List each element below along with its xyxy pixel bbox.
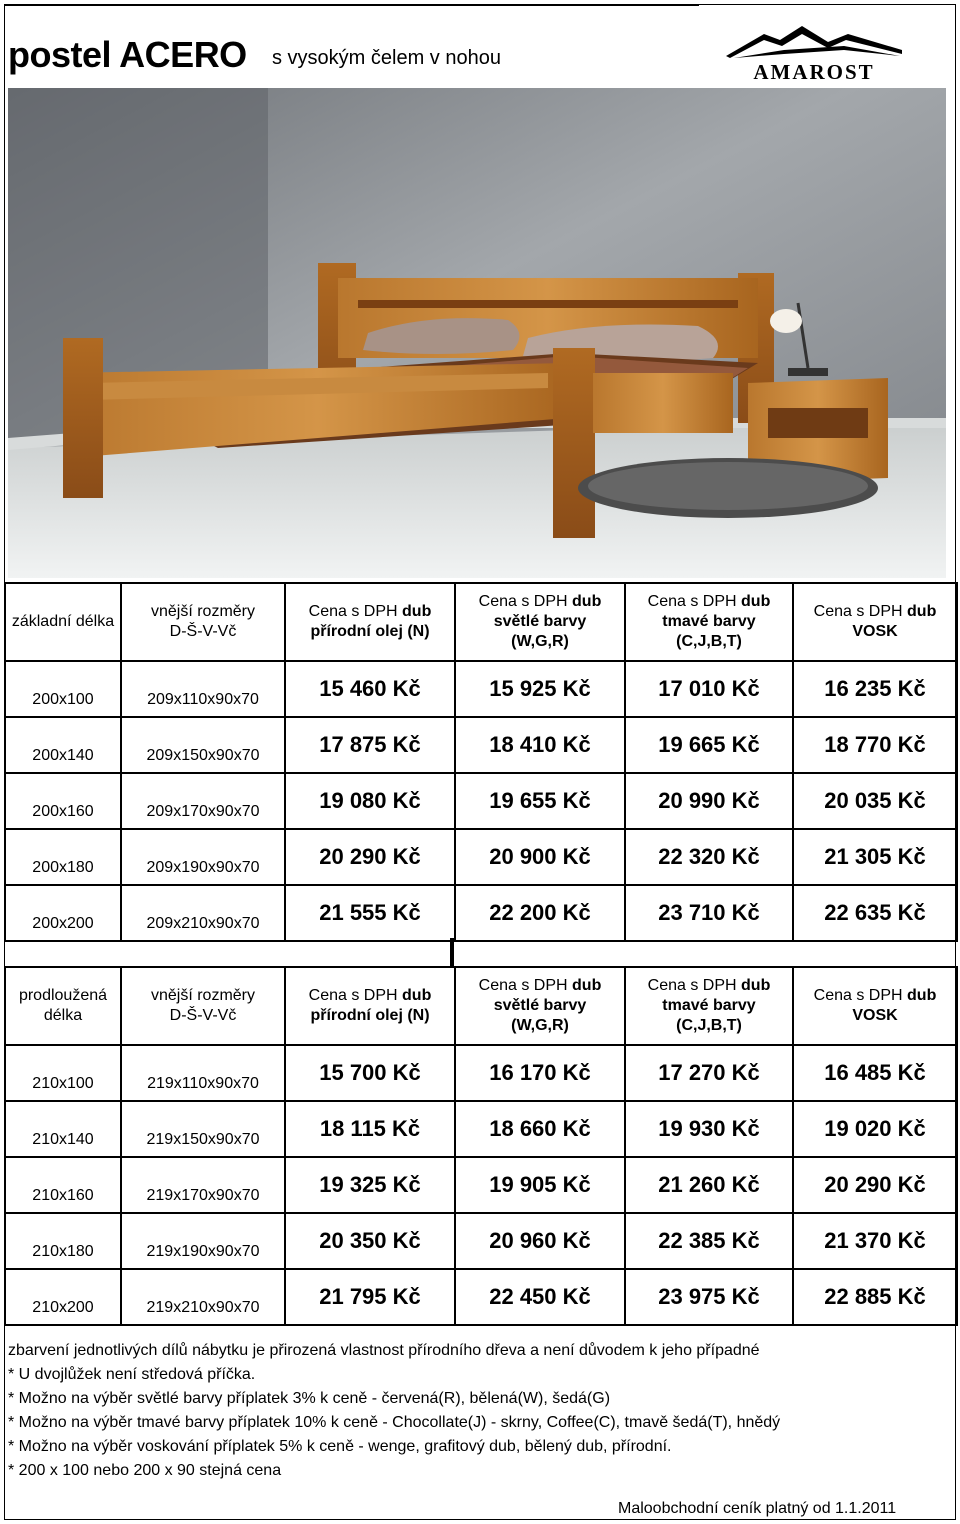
price-wax: 21 370 Kč — [793, 1213, 957, 1269]
price-dark: 23 975 Kč — [625, 1269, 793, 1325]
validity-note: Maloobchodní ceník platný od 1.1.2011 — [618, 1500, 897, 1517]
header-price-natural-oil — [285, 967, 455, 1045]
header-col4-b: dub — [907, 603, 937, 620]
header-dims-line1: vnější rozměry — [150, 603, 256, 620]
header-col2-c: světlé barvy — [493, 997, 587, 1014]
bed-image — [8, 88, 946, 578]
header-col1-c: přírodní olej (N) — [310, 1007, 430, 1024]
price-natural-oil: 21 555 Kč — [285, 885, 455, 941]
price-light: 18 410 Kč — [455, 717, 625, 773]
header-col3-d: (C,J,B,T) — [676, 633, 742, 650]
price-natural-oil: 21 795 Kč — [285, 1269, 455, 1325]
price-light: 16 170 Kč — [455, 1045, 625, 1101]
logo-text: AMAROST — [753, 60, 875, 84]
table-row — [5, 773, 957, 829]
price-dark: 23 710 Kč — [625, 885, 793, 941]
price-light: 20 900 Kč — [455, 829, 625, 885]
amarost-logo — [724, 20, 904, 82]
header-col4-b: dub — [907, 987, 937, 1004]
row-size: 210x180 — [5, 1213, 121, 1269]
table-row — [5, 1101, 957, 1157]
header-col3-a: Cena s DPH — [647, 593, 742, 610]
price-dark: 19 930 Kč — [625, 1101, 793, 1157]
table-row — [5, 829, 957, 885]
price-dark: 19 665 Kč — [625, 717, 793, 773]
header-col4-c: VOSK — [852, 1007, 898, 1024]
header-col4-a: Cena s DPH — [813, 987, 908, 1004]
table-row — [5, 885, 957, 941]
table-row — [5, 1269, 957, 1325]
price-dark: 20 990 Kč — [625, 773, 793, 829]
price-dark: 22 385 Kč — [625, 1213, 793, 1269]
header-col3-c: tmavé barvy — [662, 997, 756, 1014]
header-col1-a: Cena s DPH — [308, 987, 403, 1004]
header-length — [5, 967, 121, 1045]
header-length-label: prodloužená délka — [18, 987, 108, 1024]
price-natural-oil: 18 115 Kč — [285, 1101, 455, 1157]
row-dims: 209x170x90x70 — [121, 773, 285, 829]
page-title: postel ACERO — [8, 34, 247, 75]
row-size: 210x100 — [5, 1045, 121, 1101]
header-price-wax — [793, 967, 957, 1045]
note-line: * 200 x 100 nebo 200 x 90 stejná cena — [8, 1462, 282, 1479]
header-price-dark — [625, 583, 793, 661]
header-col3-d: (C,J,B,T) — [676, 1017, 742, 1034]
price-natural-oil: 19 080 Kč — [285, 773, 455, 829]
table-row — [5, 661, 957, 717]
row-size: 210x160 — [5, 1157, 121, 1213]
price-light: 15 925 Kč — [455, 661, 625, 717]
row-dims: 219x210x90x70 — [121, 1269, 285, 1325]
header-col1-c: přírodní olej (N) — [310, 623, 430, 640]
price-wax: 20 290 Kč — [793, 1157, 957, 1213]
price-natural-oil: 20 350 Kč — [285, 1213, 455, 1269]
header-col2-b: dub — [572, 593, 602, 610]
header-col4-a: Cena s DPH — [813, 603, 908, 620]
header-col2-d: (W,G,R) — [511, 1017, 569, 1034]
header-col4-c: VOSK — [852, 623, 898, 640]
table-row — [5, 717, 957, 773]
note-line: * Možno na výběr voskování příplatek 5% k ceně - wenge, grafitový dub, bělený dub, přírodní. — [8, 1438, 672, 1455]
price-wax: 22 885 Kč — [793, 1269, 957, 1325]
price-table-standard — [4, 582, 958, 942]
price-light: 22 450 Kč — [455, 1269, 625, 1325]
price-dark: 21 260 Kč — [625, 1157, 793, 1213]
header-length-label: základní délka — [11, 613, 115, 630]
header-col3-a: Cena s DPH — [647, 977, 742, 994]
header-col1-b: dub — [402, 603, 432, 620]
header-dims-line2: D-Š-V-Vč — [169, 623, 237, 640]
header-col1-a: Cena s DPH — [308, 603, 403, 620]
row-size: 200x140 — [5, 717, 121, 773]
price-natural-oil: 15 700 Kč — [285, 1045, 455, 1101]
table-row — [5, 1045, 957, 1101]
row-dims: 219x170x90x70 — [121, 1157, 285, 1213]
header-col3-b: dub — [741, 977, 771, 994]
header-price-dark — [625, 967, 793, 1045]
row-dims: 209x190x90x70 — [121, 829, 285, 885]
row-dims: 209x210x90x70 — [121, 885, 285, 941]
note-line: zbarvení jednotlivých dílů nábytku je přirozená vlastnost přírodního dřeva a není důvodem k jeho případné — [8, 1342, 760, 1359]
price-wax: 19 020 Kč — [793, 1101, 957, 1157]
header-length — [5, 583, 121, 661]
price-light: 20 960 Kč — [455, 1213, 625, 1269]
price-light: 22 200 Kč — [455, 885, 625, 941]
note-line: * U dvojlůžek není středová příčka. — [8, 1366, 256, 1383]
price-wax: 20 035 Kč — [793, 773, 957, 829]
row-dims: 219x190x90x70 — [121, 1213, 285, 1269]
notes — [8, 1339, 780, 1483]
header-rule — [4, 4, 699, 6]
header-price-light — [455, 967, 625, 1045]
product-photo — [8, 88, 946, 578]
header-dimensions — [121, 967, 285, 1045]
price-natural-oil: 19 325 Kč — [285, 1157, 455, 1213]
header-col1-b: dub — [402, 987, 432, 1004]
header-col2-a: Cena s DPH — [478, 593, 573, 610]
row-dims: 219x150x90x70 — [121, 1101, 285, 1157]
price-wax: 18 770 Kč — [793, 717, 957, 773]
header-col2-b: dub — [572, 977, 602, 994]
price-natural-oil: 17 875 Kč — [285, 717, 455, 773]
price-natural-oil: 15 460 Kč — [285, 661, 455, 717]
page-subtitle: s vysokým čelem v nohou — [272, 47, 501, 69]
price-table-extended — [4, 966, 958, 1326]
price-natural-oil: 20 290 Kč — [285, 829, 455, 885]
price-light: 18 660 Kč — [455, 1101, 625, 1157]
price-wax: 21 305 Kč — [793, 829, 957, 885]
price-light: 19 905 Kč — [455, 1157, 625, 1213]
header-dims-line1: vnější rozměry — [150, 987, 256, 1004]
table-row — [5, 1213, 957, 1269]
row-size: 200x180 — [5, 829, 121, 885]
header-col2-d: (W,G,R) — [511, 633, 569, 650]
note-line: * Možno na výběr světlé barvy příplatek 3% k ceně - červená(R), bělená(W), šedá(G) — [8, 1390, 611, 1407]
logo-mountains-icon — [724, 20, 904, 60]
header-col3-c: tmavé barvy — [662, 613, 756, 630]
header-dimensions — [121, 583, 285, 661]
row-dims: 209x150x90x70 — [121, 717, 285, 773]
note-line: * Možno na výběr tmavé barvy příplatek 10% k ceně - Chocollate(J) - skrny, Coffee(C), tmavě šedá(T), hnědý — [8, 1414, 781, 1431]
header-col2-a: Cena s DPH — [478, 977, 573, 994]
price-wax: 16 235 Kč — [793, 661, 957, 717]
price-light: 19 655 Kč — [455, 773, 625, 829]
table-separator — [450, 938, 454, 968]
price-dark: 22 320 Kč — [625, 829, 793, 885]
header-price-natural-oil — [285, 583, 455, 661]
row-size: 210x140 — [5, 1101, 121, 1157]
row-dims: 209x110x90x70 — [121, 661, 285, 717]
header-price-light — [455, 583, 625, 661]
header-col3-b: dub — [741, 593, 771, 610]
row-size: 200x200 — [5, 885, 121, 941]
row-size: 200x100 — [5, 661, 121, 717]
table-row — [5, 1157, 957, 1213]
price-wax: 16 485 Kč — [793, 1045, 957, 1101]
row-size: 210x200 — [5, 1269, 121, 1325]
price-wax: 22 635 Kč — [793, 885, 957, 941]
price-dark: 17 270 Kč — [625, 1045, 793, 1101]
price-dark: 17 010 Kč — [625, 661, 793, 717]
header-col2-c: světlé barvy — [493, 613, 587, 630]
header-price-wax — [793, 583, 957, 661]
header-dims-line2: D-Š-V-Vč — [169, 1007, 237, 1024]
row-dims: 219x110x90x70 — [121, 1045, 285, 1101]
row-size: 200x160 — [5, 773, 121, 829]
